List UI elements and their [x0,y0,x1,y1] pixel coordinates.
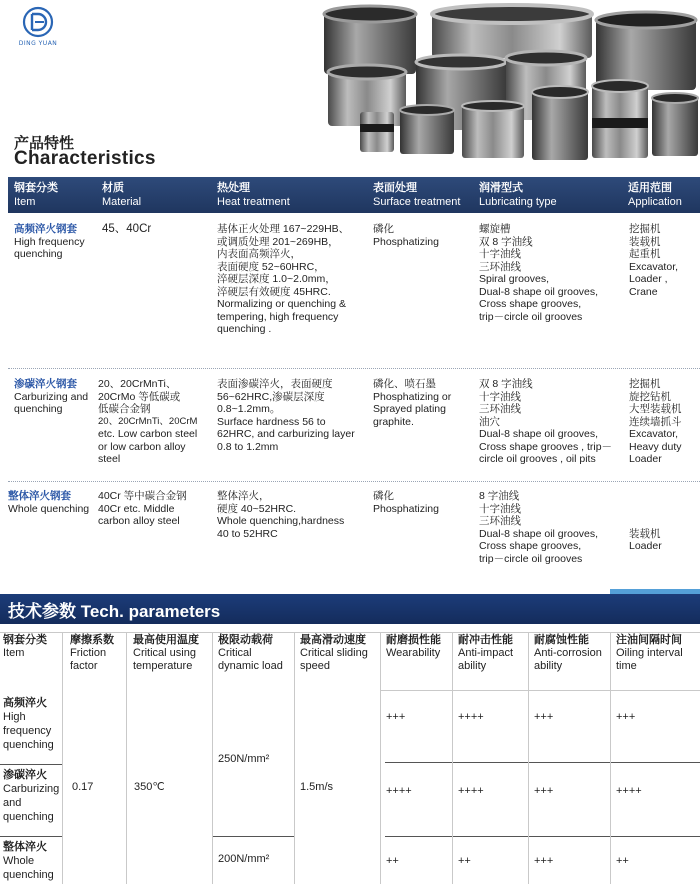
row3-heat-treatment: 整体淬火， 硬度 40~52HRC. Whole quenching,hardness 40 to 52HRC [217,490,345,540]
tech-parameters-title: 技术参数 Tech. parameters [8,602,221,621]
grid-line [452,632,453,884]
grid-line [0,764,62,765]
row2-heat-treatment: 表面渗碳淬火，表面硬度 56~62HRC,渗碳层深度 0.8~1.2mm。 Surface hardness 56 to 62HRC, and carburizing layer 0.8 to 1.2mm [217,378,355,453]
grid-line [380,632,381,884]
tech-header-wearability: 耐磨损性能 Wearability [386,634,441,659]
header-heat-treatment: 热处理 Heat treatment [217,181,290,208]
row2-item: 渗碳淬火钢套 Carburizing and quenching [14,378,89,415]
friction-factor-value: 0.17 [72,781,94,793]
grid-line [528,632,529,884]
tech-header-friction: 摩擦系数 Friction factor [70,634,114,672]
header-item: 钢套分类 Item [14,181,58,208]
tech-row3-item: 整体淬火 Whole quenching [3,841,54,881]
grid-line [385,836,700,837]
row1-item: 高频淬火钢套 High frequency quenching [14,223,85,260]
grid-line [0,632,700,633]
row2-lubricating-type: 双 8 字油线 十字油线 三环油线 油穴 Dual-8 shape oil grooves, Cross shape grooves , trip－ circle oil grooves , oil pits [479,378,613,465]
sliding-speed-value: 1.5m/s [300,781,334,793]
row2-application: 挖掘机 旋挖钻机 大型装载机 连续墙抓斗 Excavator, Heavy duty Loader [629,378,682,465]
grid-line [0,836,62,837]
tech-row2-wearability: ++++ [386,785,412,797]
tech-header-oiling-interval: 注油间隔时间 Oiling interval time [616,634,683,672]
grid-line [380,690,700,691]
logo-text: DING YUAN [18,40,58,47]
row1-application: 挖掘机 装载机 起重机 Excavator, Loader , Crane [629,223,679,298]
row1-material: 45、40Cr [102,223,152,235]
tech-row2-anti-impact: ++++ [458,785,484,797]
header-application: 适用范围 Application [628,181,682,208]
tech-header-dynamic-load: 极限动载荷 Critical dynamic load [218,634,283,672]
tech-row3-anti-impact: ++ [458,855,471,867]
characteristics-header-row [8,177,700,213]
row1-surface-treatment: 磷化 Phosphatizing [373,223,439,248]
row2-material: 20、20CrMnTi、 20CrMo 等低碳或 低碳合金钢 20、20CrMnTi、20CrM etc. Low carbon steel or low carbon alloy steel [98,378,198,465]
header-lubricating-type: 润滑型式 Lubricating type [479,181,557,208]
header-surface-treatment: 表面处理 Surface treatment [373,181,461,208]
tech-row3-anti-corrosion: +++ [534,855,554,867]
grid-line [294,632,295,884]
tech-row3-wearability: ++ [386,855,399,867]
tech-row2-anti-corrosion: +++ [534,785,554,797]
row1-heat-treatment: 基体正火处理 167~229HB、 或调质处理 201~269HB， 内表面高频淬火， 表面硬度 52~60HRC， 淬硬层深度 1.0~2.0mm， 淬硬层有效硬度 45HRC. Normalizing or quenching & tempering, high frequency quenching . [217,223,350,335]
row1-lubricating-type: 螺旋槽 双 8 字油线 十字油线 三环油线 Spiral grooves, Dual-8 shape oil grooves, Cross shape grooves, trip－circle oil grooves [479,223,599,323]
tech-header-anti-impact: 耐冲击性能 Anti-impact ability [458,634,514,672]
row3-application: 装载机 Loader [629,527,662,552]
tech-header-sliding-speed: 最高滑动速度 Critical sliding speed [300,634,368,672]
product-photo [320,0,700,168]
row3-surface-treatment: 磷化 Phosphatizing [373,490,439,515]
row-divider [8,481,700,482]
tech-row1-oiling: +++ [616,711,636,723]
characteristics-title-en: Characteristics [14,148,156,169]
tech-row1-item: 高频淬火 High frequency quenching [3,697,54,751]
dynamic-load-value-b: 200N/mm² [218,853,270,865]
grid-line [212,836,294,837]
row3-material: 40Cr 等中碳合金钢 40Cr etc. Middle carbon alloy steel [98,490,187,527]
tech-header-temperature: 最高使用温度 Critical using temperature [133,634,199,672]
tech-header-item: 钢套分类 Item [3,634,47,659]
tech-row1-anti-corrosion: +++ [534,711,554,723]
tech-row2-oiling: ++++ [616,785,642,797]
grid-line [126,632,127,884]
tech-row3-oiling: ++ [616,855,629,867]
row-divider [8,368,700,369]
temperature-value: 350℃ [134,781,165,793]
tech-row2-item: 渗碳淬火 Carburizing and quenching [3,769,60,823]
tech-row1-wearability: +++ [386,711,406,723]
characteristics-title-cn: 产品特性 [14,134,75,152]
tech-header-anti-corrosion: 耐腐蚀性能 Anti-corrosion ability [534,634,602,672]
grid-line [62,632,63,884]
company-logo [8,6,68,47]
row3-item: 整体淬火钢套 Whole quenching [8,490,90,515]
tech-row1-anti-impact: ++++ [458,711,484,723]
row3-lubricating-type: 8 字油线 十字油线 三环油线 Dual-8 shape oil grooves, Cross shape grooves, trip－circle oil grooves [479,490,599,565]
row2-surface-treatment: 磷化、喷石墨 Phosphatizing or Sprayed plating graphite. [373,378,452,428]
dynamic-load-value-a: 250N/mm² [218,753,270,765]
ding-yuan-logo-icon [22,6,54,38]
header-material: 材质 Material [102,181,142,208]
grid-line [610,632,611,884]
grid-line [385,762,700,763]
